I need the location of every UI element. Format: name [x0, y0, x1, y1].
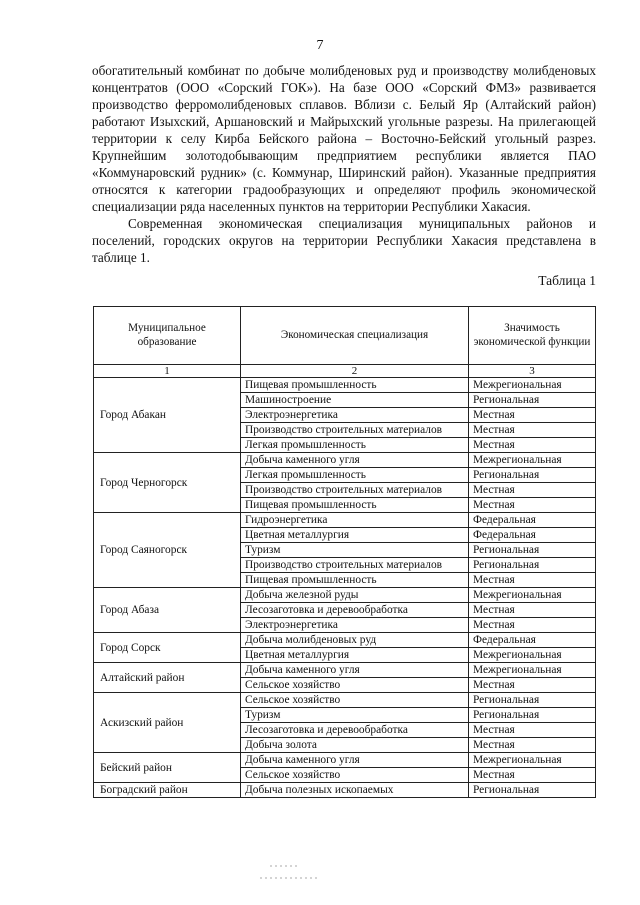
- significance-cell: Местная: [469, 723, 596, 738]
- stamp-scribble-icon: [250, 862, 340, 884]
- column-header-municipality: Муниципальное образование: [94, 307, 241, 365]
- significance-cell: Местная: [469, 438, 596, 453]
- specialization-cell: Добыча золота: [241, 738, 469, 753]
- scan-stamp: [250, 862, 340, 887]
- body-text: [92, 62, 596, 266]
- table-row: [94, 633, 596, 648]
- specialization-cell: Машиностроение: [241, 393, 469, 408]
- significance-cell: Местная: [469, 423, 596, 438]
- specialization-cell: Добыча железной руды: [241, 588, 469, 603]
- table-row: [94, 663, 596, 678]
- specialization-cell: Туризм: [241, 543, 469, 558]
- significance-cell: Региональная: [469, 393, 596, 408]
- table-caption: Таблица 1: [538, 273, 596, 288]
- paragraph: обогатительный комбинат по добыче молибденовых руд и производству молибденовых концентратов (ООО «Сорский ГОК»). На базе ООО «Сорский ФМЗ» развивается производство ферромолибденовых сплавов. Вблизи с. Белый Яр (Алтайский район) работают Изыхский, Аршановский и Майрыхский угольные разрезы. На прилегающей территории к селу Кирба Бейского района – Восточно-Бейский угольный разрез. Крупнейшим золотодобывающим предприятием республики является ПАО «Коммунаровский рудник» (с. Коммунар, Ширинский район). Указанные предприятия относятся к категории градообразующих и определяют профиль экономической специализации ряда населенных пунктов на территории Республики Хакасия.: [92, 63, 596, 214]
- significance-cell: Местная: [469, 573, 596, 588]
- significance-cell: Федеральная: [469, 633, 596, 648]
- significance-cell: Федеральная: [469, 528, 596, 543]
- specialization-cell: Легкая промышленность: [241, 438, 469, 453]
- specialization-cell: Лесозаготовка и деревообработка: [241, 603, 469, 618]
- table-row: [94, 453, 596, 468]
- significance-cell: Межрегиональная: [469, 663, 596, 678]
- specialization-cell: Гидроэнергетика: [241, 513, 469, 528]
- significance-cell: Региональная: [469, 558, 596, 573]
- specialization-cell: Пищевая промышленность: [241, 378, 469, 393]
- municipality-cell: Город Сорск: [94, 633, 241, 663]
- significance-cell: Местная: [469, 618, 596, 633]
- significance-cell: Местная: [469, 738, 596, 753]
- table-row: [94, 588, 596, 603]
- specialization-cell: Цветная металлургия: [241, 648, 469, 663]
- municipality-cell: Алтайский район: [94, 663, 241, 693]
- column-header-specialization: Экономическая специализация: [241, 307, 469, 365]
- specialization-cell: Легкая промышленность: [241, 468, 469, 483]
- significance-cell: Региональная: [469, 468, 596, 483]
- specialization-cell: Сельское хозяйство: [241, 693, 469, 708]
- municipality-cell: Бейский район: [94, 753, 241, 783]
- municipality-cell: Город Абакан: [94, 378, 241, 453]
- significance-cell: Местная: [469, 483, 596, 498]
- specialization-cell: Производство строительных материалов: [241, 423, 469, 438]
- column-number: 1: [94, 365, 241, 378]
- specialization-cell: Добыча полезных ископаемых: [241, 783, 469, 798]
- significance-cell: Региональная: [469, 543, 596, 558]
- column-header-significance: Значимость экономической функции: [469, 307, 596, 365]
- significance-cell: Местная: [469, 603, 596, 618]
- significance-cell: Региональная: [469, 708, 596, 723]
- specialization-cell: Цветная металлургия: [241, 528, 469, 543]
- specialization-cell: Добыча каменного угля: [241, 663, 469, 678]
- significance-cell: Региональная: [469, 693, 596, 708]
- specialization-cell: Добыча каменного угля: [241, 453, 469, 468]
- significance-cell: Межрегиональная: [469, 588, 596, 603]
- table-row: [94, 693, 596, 708]
- specialization-cell: Электроэнергетика: [241, 408, 469, 423]
- page-number: 7: [316, 38, 324, 53]
- specialization-cell: Добыча молибденовых руд: [241, 633, 469, 648]
- municipality-cell: Город Саяногорск: [94, 513, 241, 588]
- specialization-cell: Пищевая промышленность: [241, 498, 469, 513]
- specialization-cell: Пищевая промышленность: [241, 573, 469, 588]
- table-row: [94, 513, 596, 528]
- municipality-cell: Боградский район: [94, 783, 241, 798]
- table-row: [94, 753, 596, 768]
- significance-cell: Федеральная: [469, 513, 596, 528]
- specialization-table: [93, 306, 596, 798]
- table-body: [94, 378, 596, 798]
- significance-cell: Межрегиональная: [469, 753, 596, 768]
- significance-cell: Местная: [469, 408, 596, 423]
- column-number: 3: [469, 365, 596, 378]
- column-number: 2: [241, 365, 469, 378]
- table-row: [94, 783, 596, 798]
- significance-cell: Межрегиональная: [469, 648, 596, 663]
- municipality-cell: Аскизский район: [94, 693, 241, 753]
- specialization-cell: Лесозаготовка и деревообработка: [241, 723, 469, 738]
- specialization-cell: Электроэнергетика: [241, 618, 469, 633]
- paragraph: Современная экономическая специализация муниципальных районов и поселений, городских округов на территории Республики Хакасия представлена в таблице 1.: [92, 216, 596, 265]
- table-row: [94, 378, 596, 393]
- municipality-cell: Город Черногорск: [94, 453, 241, 513]
- significance-cell: Межрегиональная: [469, 378, 596, 393]
- table-header-row: [94, 307, 596, 365]
- specialization-cell: Добыча каменного угля: [241, 753, 469, 768]
- municipality-cell: Город Абаза: [94, 588, 241, 633]
- specialization-cell: Производство строительных материалов: [241, 558, 469, 573]
- specialization-cell: Сельское хозяйство: [241, 678, 469, 693]
- significance-cell: Местная: [469, 768, 596, 783]
- specialization-cell: Производство строительных материалов: [241, 483, 469, 498]
- column-number-row: [94, 365, 596, 378]
- significance-cell: Межрегиональная: [469, 453, 596, 468]
- specialization-cell: Туризм: [241, 708, 469, 723]
- significance-cell: Местная: [469, 498, 596, 513]
- specialization-cell: Сельское хозяйство: [241, 768, 469, 783]
- significance-cell: Региональная: [469, 783, 596, 798]
- significance-cell: Местная: [469, 678, 596, 693]
